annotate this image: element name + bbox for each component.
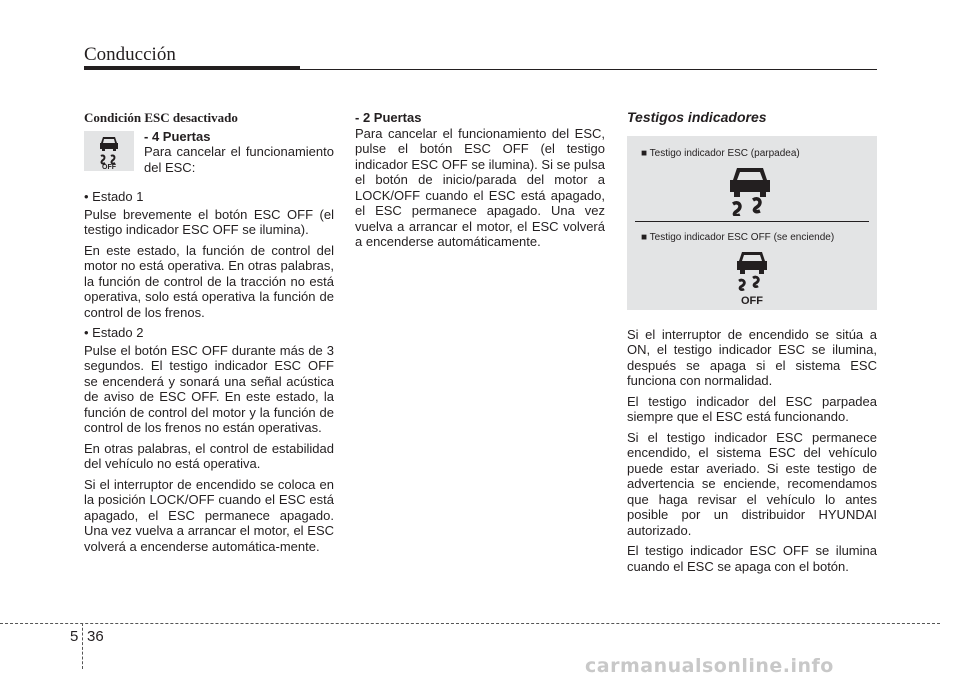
subheading-4-doors: - 4 Puertas xyxy=(144,128,211,144)
page-number: 36 xyxy=(87,628,104,645)
state2-label: • Estado 2 xyxy=(84,325,144,340)
page-header-title: Conducción xyxy=(84,44,176,65)
esc-icon xyxy=(727,166,773,216)
state2-text: Pulse el botón ESC OFF durante más de 3 segundos. El testigo indicador ESC OFF se encenderá y sonará una señal acústica de aviso de ESC OFF. En este estado, la función de control del motor y la función de control de los frenos no están operativas. xyxy=(84,342,334,435)
footer-dashed-rule xyxy=(0,623,940,624)
header-rule-thin xyxy=(300,69,877,70)
esc-off-large-icon-label: OFF xyxy=(741,294,763,306)
icon-intro-row xyxy=(84,129,334,176)
intro-text: Para cancelar el funcionamiento del ESC: xyxy=(144,144,334,175)
esc-off-icon xyxy=(84,131,134,171)
indicator-panel xyxy=(627,136,877,310)
section-heading-esc-off: Condición ESC desactivado xyxy=(84,110,238,125)
state2-note: Si el interruptor de encendido se coloca en la posición LOCK/OFF cuando el ESC está apagado, el ESC permanece apagado. Una vez vuelva a arrancar el motor, el ESC volverá a encenderse automática-mente. xyxy=(84,476,334,554)
indicator-p1: Si el interruptor de encendido se sitúa a ON, el testigo indicador ESC se ilumina, después se apaga si el sistema ESC funciona con normalidad. xyxy=(627,326,877,388)
panel-divider xyxy=(635,221,869,222)
column-left xyxy=(84,110,334,559)
subheading-2-doors: - 2 Puertas xyxy=(355,110,422,125)
state1-label: • Estado 1 xyxy=(84,189,144,204)
column-right xyxy=(627,110,877,579)
esc-off-large-icon xyxy=(735,250,769,306)
indicator-p4: El testigo indicador ESC OFF se ilumina cuando el ESC se apaga con el botón. xyxy=(627,543,877,574)
column-middle xyxy=(355,110,605,255)
header-rule-thick xyxy=(84,66,300,70)
esc-off-icon-label: OFF xyxy=(102,163,116,171)
state2-detail: En otras palabras, el control de estabilidad del vehículo no está operativa. xyxy=(84,440,334,471)
watermark: carmanualsonline.info xyxy=(585,655,834,677)
indicators-heading: Testigos indicadores xyxy=(627,109,767,125)
two-door-text: Para cancelar el funcionamiento del ESC, pulse el botón ESC OFF (el testigo indicador ESC OFF se ilumina). Si se pulsa el botón de inicio/parada del motor a LOCK/OFF cuando el ESC está apagado, el ESC permanece apagado. Una vez vuelva a arrancar el motor, el ESC volverá a encenderse automáticamente. xyxy=(355,125,605,249)
footer-dashed-divider xyxy=(82,623,83,669)
section-number: 5 xyxy=(70,628,79,645)
state1-text: Pulse brevemente el botón ESC OFF (el testigo indicador ESC OFF se ilumina). xyxy=(84,206,334,237)
indicator-p3: Si el testigo indicador ESC permanece encendido, el sistema ESC del vehículo puede estar averiado. Si este testigo de advertencia se enciende, recomendamos que haga revisar el vehículo lo antes posible por un distribuidor HYUNDAI autorizado. xyxy=(627,429,877,538)
indicator-p2: El testigo indicador del ESC parpadea siempre que el ESC está funcionando. xyxy=(627,393,877,424)
label-esc-indicator: ■ Testigo indicador ESC (parpadea) xyxy=(641,147,800,159)
label-esc-off-indicator: ■ Testigo indicador ESC OFF (se enciende) xyxy=(641,231,835,243)
state1-detail: En este estado, la función de control del motor no está operativa. En otras palabras, la función de control de la tracción no está operativa, solo está operativa la función de control de los frenos. xyxy=(84,242,334,320)
